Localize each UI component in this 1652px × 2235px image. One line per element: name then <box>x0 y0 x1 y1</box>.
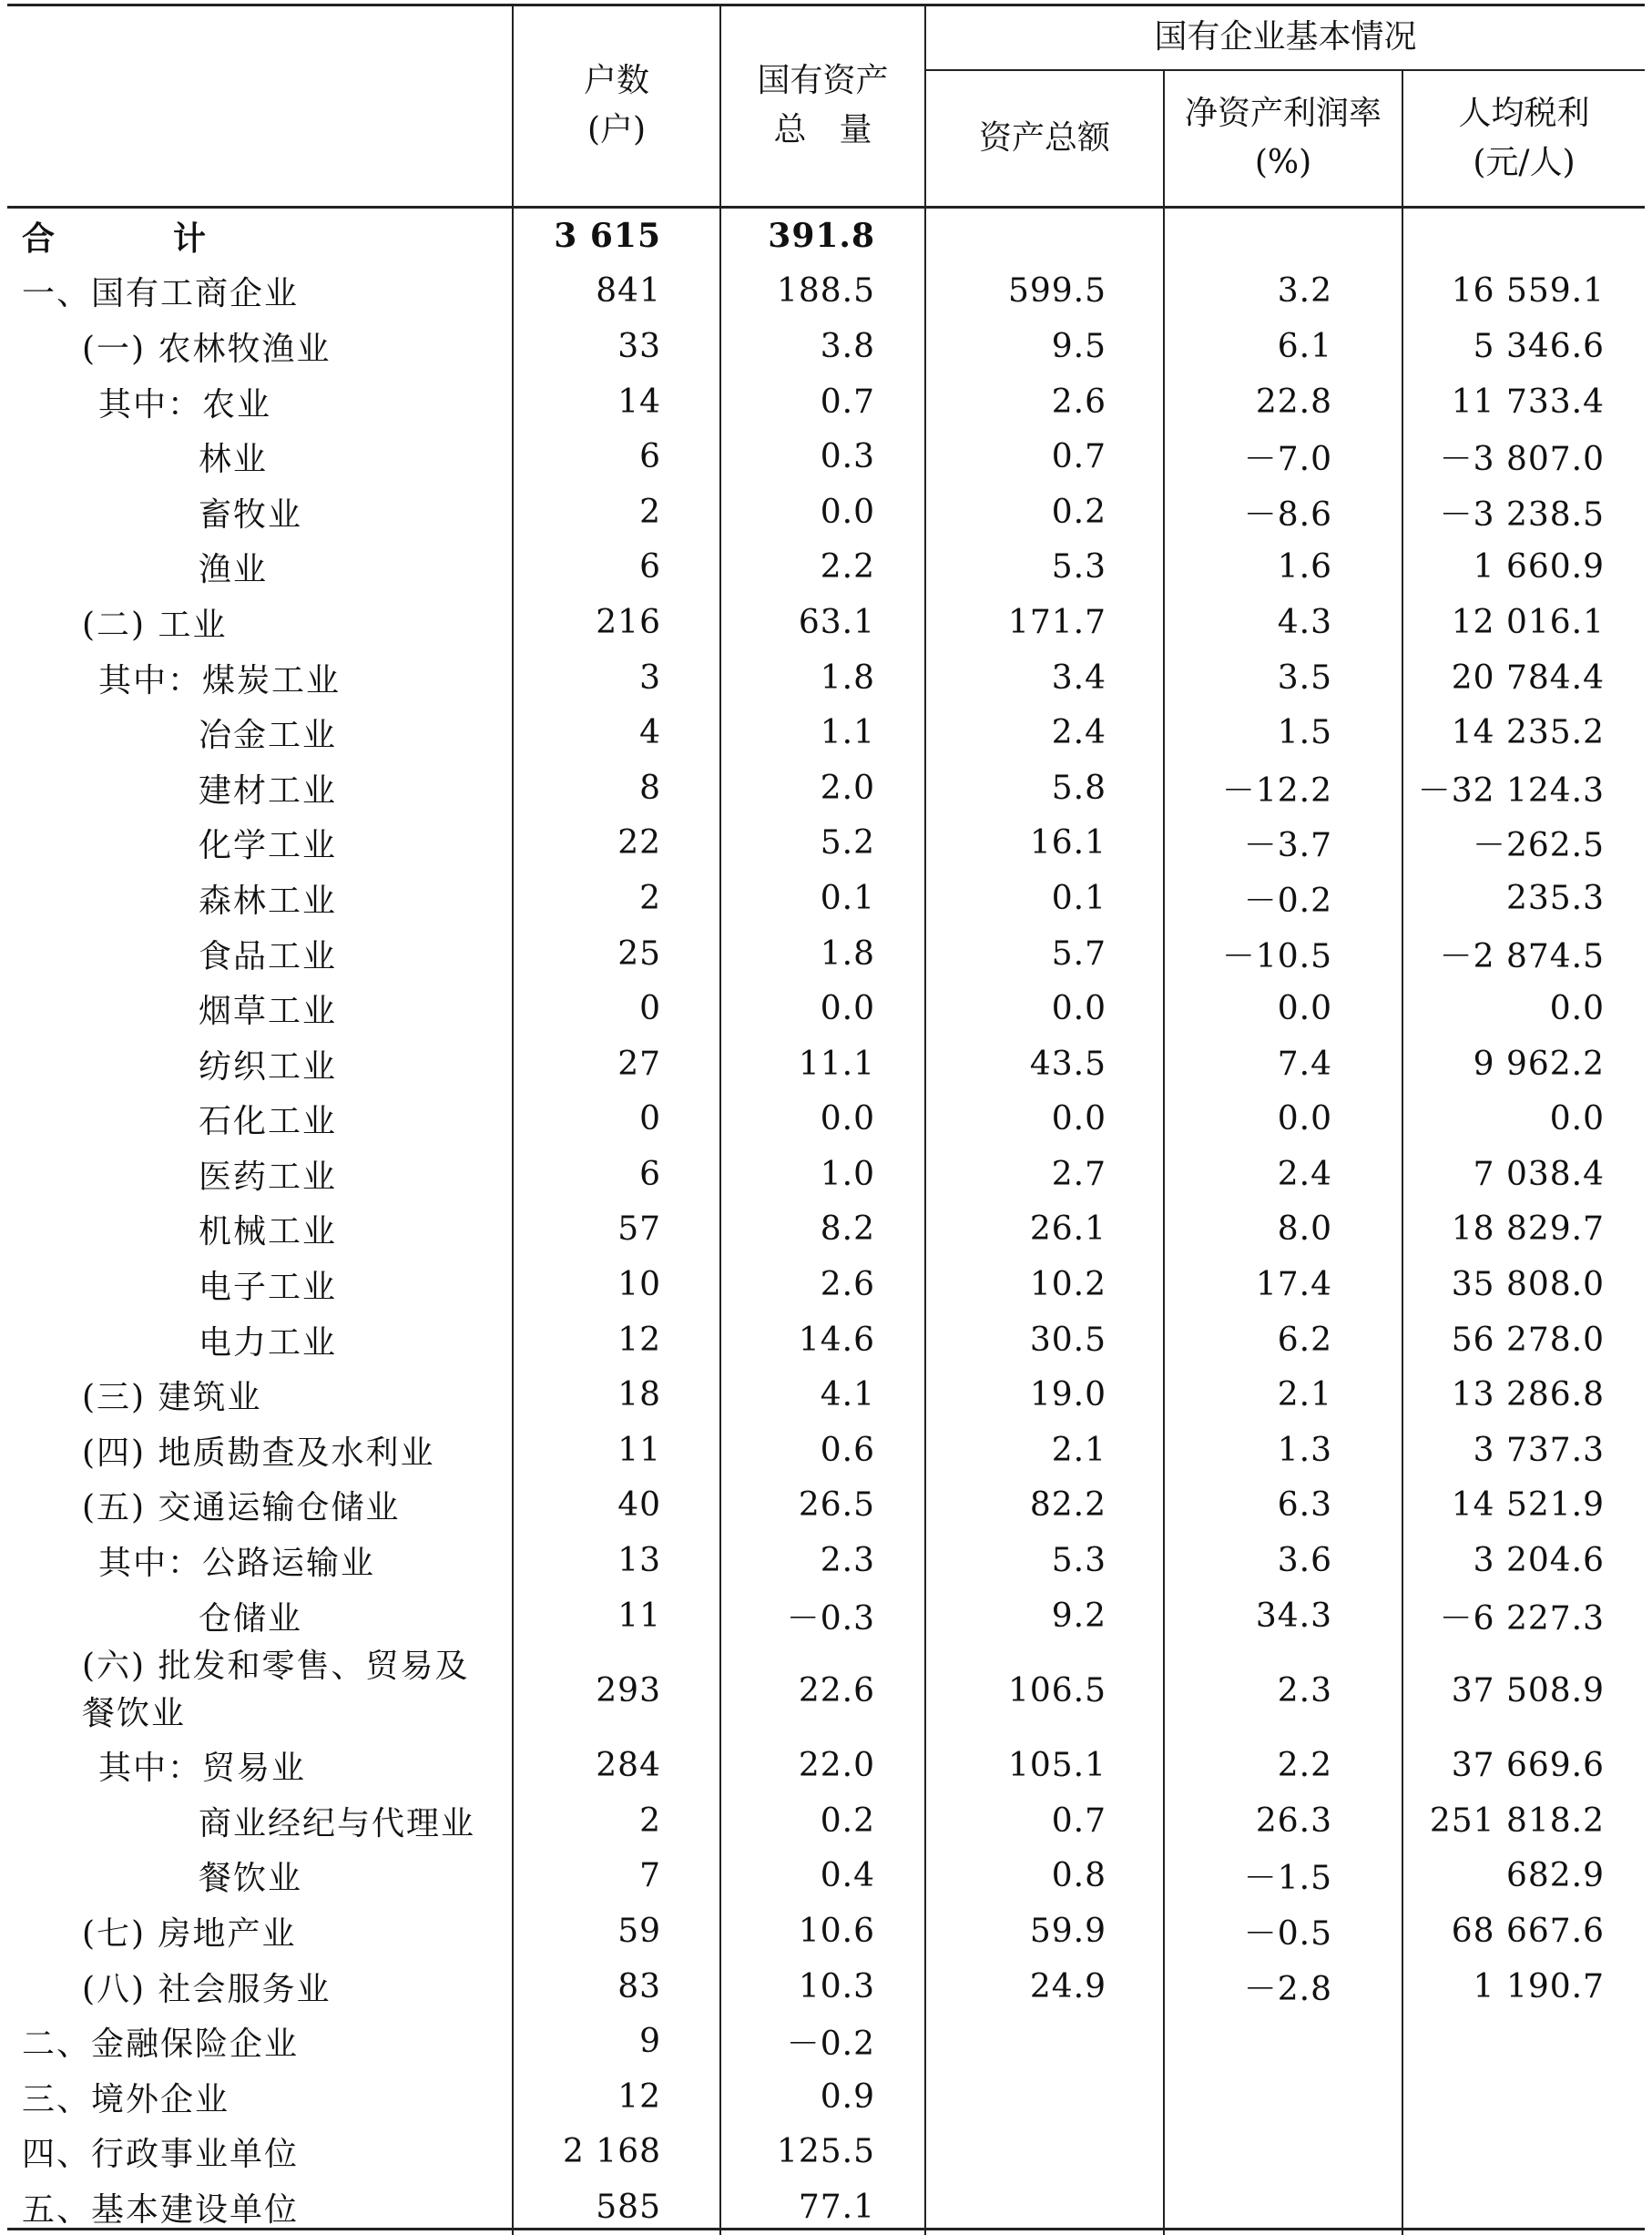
table-row <box>7 1202 1645 1258</box>
roe-cell <box>1164 2069 1402 2125</box>
tax-per-capita-cell <box>1402 2069 1645 2125</box>
households-cell: 25 <box>513 926 720 982</box>
total-assets-header: 资产总额 <box>925 70 1164 208</box>
table-row <box>7 1849 1645 1904</box>
total-assets-cell: 0.1 <box>925 871 1164 926</box>
total-assets-cell: 3.4 <box>925 650 1164 706</box>
row-label: 医药工业 <box>7 1147 513 1202</box>
total-assets-cell: 24.9 <box>925 1959 1164 2015</box>
state-assets-cell: 1.1 <box>720 705 925 760</box>
table-row <box>7 2125 1645 2180</box>
total-assets-cell: 0.0 <box>925 1092 1164 1148</box>
total-assets-cell: 5.3 <box>925 540 1164 596</box>
total-assets-cell: 9.5 <box>925 319 1164 374</box>
table-row <box>7 429 1645 485</box>
households-cell: 6 <box>513 1147 720 1202</box>
tax-per-capita-cell: 35 808.0 <box>1402 1257 1645 1312</box>
tax-per-capita-cell: 37 508.9 <box>1402 1643 1645 1738</box>
table-row <box>7 540 1645 596</box>
households-cell: 0 <box>513 1092 720 1148</box>
households-cell: 33 <box>513 319 720 374</box>
total-assets-cell: 59.9 <box>925 1903 1164 1959</box>
state-assets-cell: 0.9 <box>720 2069 925 2125</box>
roe-cell: －12.2 <box>1164 760 1402 816</box>
total-assets-cell: 5.3 <box>925 1533 1164 1588</box>
state-assets-cell: 22.0 <box>720 1738 925 1793</box>
total-assets-cell: 10.2 <box>925 1257 1164 1312</box>
table-row <box>7 1147 1645 1202</box>
state-assets-cell: 0.6 <box>720 1423 925 1478</box>
total-assets-cell: 16.1 <box>925 816 1164 872</box>
table-row <box>7 1959 1645 2015</box>
table-row <box>7 1738 1645 1793</box>
row-label: 四、行政事业单位 <box>7 2125 513 2180</box>
state-assets-cell: 5.2 <box>720 816 925 872</box>
households-cell: 12 <box>513 1312 720 1368</box>
households-cell: 40 <box>513 1478 720 1534</box>
households-cell: 3 <box>513 650 720 706</box>
total-assets-cell: 0.7 <box>925 1793 1164 1849</box>
tax-per-capita-cell: 37 669.6 <box>1402 1738 1645 1793</box>
state-assets-cell: 2.2 <box>720 540 925 596</box>
roe-cell: 34.3 <box>1164 1588 1402 1644</box>
households-cell: 83 <box>513 1959 720 2015</box>
tax-per-capita-cell: 7 038.4 <box>1402 1147 1645 1202</box>
tax-per-capita-cell: 3 204.6 <box>1402 1533 1645 1588</box>
tax-per-capita-cell: 56 278.0 <box>1402 1312 1645 1368</box>
roe-cell: 8.0 <box>1164 1202 1402 1258</box>
row-label: 烟草工业 <box>7 981 513 1036</box>
row-label: (四) 地质勘查及水利业 <box>7 1423 513 1478</box>
state-assets-cell: 0.4 <box>720 1849 925 1904</box>
row-label: 渔业 <box>7 540 513 596</box>
total-assets-cell <box>925 2125 1164 2180</box>
tax-per-capita-cell: －32 124.3 <box>1402 760 1645 816</box>
soe-basic-info-header: 国有企业基本情况 <box>925 5 1645 70</box>
table-row <box>7 650 1645 706</box>
row-label: 食品工业 <box>7 926 513 982</box>
roe-cell: 7.4 <box>1164 1036 1402 1092</box>
households-cell: 4 <box>513 705 720 760</box>
row-label: (七) 房地产业 <box>7 1903 513 1959</box>
table-row <box>7 2014 1645 2069</box>
households-cell: 2 <box>513 1793 720 1849</box>
households-cell: 2 168 <box>513 2125 720 2180</box>
row-label-header <box>7 5 513 208</box>
table-row <box>7 319 1645 374</box>
total-assets-cell: 26.1 <box>925 1202 1164 1258</box>
row-label: 森林工业 <box>7 871 513 926</box>
total-assets-cell: 19.0 <box>925 1367 1164 1423</box>
table-body <box>7 208 1645 2235</box>
state-assets-cell: －0.2 <box>720 2014 925 2069</box>
state-assets-cell: 0.3 <box>720 429 925 485</box>
roe-cell: 0.0 <box>1164 1092 1402 1148</box>
roe-cell: 3.6 <box>1164 1533 1402 1588</box>
tax-per-capita-cell: －6 227.3 <box>1402 1588 1645 1644</box>
row-label: 石化工业 <box>7 1092 513 1148</box>
state-assets-cell: －0.3 <box>720 1588 925 1644</box>
total-assets-cell <box>925 2014 1164 2069</box>
table-row <box>7 1367 1645 1423</box>
total-assets-cell: 9.2 <box>925 1588 1164 1644</box>
tax-per-capita-cell: 251 818.2 <box>1402 1793 1645 1849</box>
households-cell: 10 <box>513 1257 720 1312</box>
row-label: 畜牧业 <box>7 485 513 540</box>
table-row <box>7 871 1645 926</box>
roe-cell: 22.8 <box>1164 374 1402 430</box>
tax-per-capita-cell <box>1402 2179 1645 2235</box>
tax-per-capita-cell: 5 346.6 <box>1402 319 1645 374</box>
tax-per-capita-cell: 14 235.2 <box>1402 705 1645 760</box>
total-assets-cell: 82.2 <box>925 1478 1164 1534</box>
tax-per-capita-header: 人均税利 (元/人) <box>1402 70 1645 208</box>
state-assets-cell: 0.7 <box>720 374 925 430</box>
roe-cell: －2.8 <box>1164 1959 1402 2015</box>
table-row <box>7 1643 1645 1738</box>
households-cell: 841 <box>513 264 720 320</box>
state-assets-cell: 0.2 <box>720 1793 925 1849</box>
row-label: 仓储业 <box>7 1588 513 1644</box>
total-assets-cell: 5.7 <box>925 926 1164 982</box>
state-assets-cell: 0.1 <box>720 871 925 926</box>
state-assets-cell: 26.5 <box>720 1478 925 1534</box>
total-assets-cell: 171.7 <box>925 595 1164 650</box>
tax-per-capita-cell: 0.0 <box>1402 1092 1645 1148</box>
roe-cell <box>1164 2125 1402 2180</box>
table-row <box>7 705 1645 760</box>
total-assets-cell: 30.5 <box>925 1312 1164 1368</box>
tax-per-capita-cell: 20 784.4 <box>1402 650 1645 706</box>
households-header: 户数 (户) <box>513 5 720 208</box>
roe-cell: 2.2 <box>1164 1738 1402 1793</box>
households-cell: 6 <box>513 540 720 596</box>
state-assets-cell: 2.3 <box>720 1533 925 1588</box>
tax-per-capita-cell: 235.3 <box>1402 871 1645 926</box>
households-cell: 0 <box>513 981 720 1036</box>
row-label: (二) 工业 <box>7 595 513 650</box>
table-row <box>7 264 1645 320</box>
row-label: 一、国有工商企业 <box>7 264 513 320</box>
households-cell: 284 <box>513 1738 720 1793</box>
row-label: 机械工业 <box>7 1202 513 1258</box>
households-cell: 13 <box>513 1533 720 1588</box>
row-label: 其中：煤炭工业 <box>7 650 513 706</box>
tax-per-capita-cell: 12 016.1 <box>1402 595 1645 650</box>
total-assets-cell: 105.1 <box>925 1738 1164 1793</box>
roe-cell: 6.3 <box>1164 1478 1402 1534</box>
roe-cell: 3.2 <box>1164 264 1402 320</box>
roe-cell: －7.0 <box>1164 429 1402 485</box>
roe-cell: 17.4 <box>1164 1257 1402 1312</box>
tax-per-capita-cell: 68 667.6 <box>1402 1903 1645 1959</box>
state-assets-cell: 3.8 <box>720 319 925 374</box>
total-assets-cell <box>925 2069 1164 2125</box>
row-label: 冶金工业 <box>7 705 513 760</box>
total-assets-cell: 106.5 <box>925 1643 1164 1738</box>
row-label: 电力工业 <box>7 1312 513 1368</box>
state-assets-cell: 2.6 <box>720 1257 925 1312</box>
table-row <box>7 981 1645 1036</box>
tax-per-capita-cell: 18 829.7 <box>1402 1202 1645 1258</box>
roe-cell: －0.2 <box>1164 871 1402 926</box>
tax-per-capita-cell <box>1402 208 1645 264</box>
households-cell: 11 <box>513 1588 720 1644</box>
roe-header: 净资产利润率 (%) <box>1164 70 1402 208</box>
state-assets-table <box>7 5 1645 2235</box>
roe-cell: 2.4 <box>1164 1147 1402 1202</box>
tax-per-capita-cell: 3 737.3 <box>1402 1423 1645 1478</box>
total-assets-cell: 599.5 <box>925 264 1164 320</box>
state-assets-cell: 11.1 <box>720 1036 925 1092</box>
table-row <box>7 374 1645 430</box>
tax-per-capita-cell: 13 286.8 <box>1402 1367 1645 1423</box>
table-row <box>7 1036 1645 1092</box>
state-assets-header: 国有资产 总 量 <box>720 5 925 208</box>
table-row <box>7 208 1645 264</box>
households-cell: 7 <box>513 1849 720 1904</box>
total-assets-cell: 0.0 <box>925 981 1164 1036</box>
state-assets-cell: 391.8 <box>720 208 925 264</box>
roe-cell: 1.6 <box>1164 540 1402 596</box>
roe-cell: 3.5 <box>1164 650 1402 706</box>
row-label: 林业 <box>7 429 513 485</box>
state-assets-cell: 1.8 <box>720 650 925 706</box>
total-assets-cell: 2.7 <box>925 1147 1164 1202</box>
table-row <box>7 1423 1645 1478</box>
tax-per-capita-cell <box>1402 2125 1645 2180</box>
tax-per-capita-cell: 1 660.9 <box>1402 540 1645 596</box>
tax-per-capita-cell: 9 962.2 <box>1402 1036 1645 1092</box>
roe-cell: －0.5 <box>1164 1903 1402 1959</box>
table-row <box>7 485 1645 540</box>
total-assets-cell: 43.5 <box>925 1036 1164 1092</box>
table-row <box>7 1257 1645 1312</box>
table-row <box>7 760 1645 816</box>
tax-per-capita-cell: 16 559.1 <box>1402 264 1645 320</box>
households-cell: 8 <box>513 760 720 816</box>
tax-per-capita-cell: －262.5 <box>1402 816 1645 872</box>
table-row <box>7 1903 1645 1959</box>
row-label: 二、金融保险企业 <box>7 2014 513 2069</box>
households-cell: 2 <box>513 485 720 540</box>
total-assets-cell: 2.6 <box>925 374 1164 430</box>
tax-per-capita-cell: －3 807.0 <box>1402 429 1645 485</box>
row-label: 五、基本建设单位 <box>7 2179 513 2235</box>
row-label: 商业经纪与代理业 <box>7 1793 513 1849</box>
households-cell: 11 <box>513 1423 720 1478</box>
table-row <box>7 1533 1645 1588</box>
tax-per-capita-cell: 11 733.4 <box>1402 374 1645 430</box>
households-cell: 59 <box>513 1903 720 1959</box>
row-label: (一) 农林牧渔业 <box>7 319 513 374</box>
roe-cell: －10.5 <box>1164 926 1402 982</box>
roe-cell <box>1164 2014 1402 2069</box>
state-assets-cell: 0.0 <box>720 485 925 540</box>
roe-cell: 0.0 <box>1164 981 1402 1036</box>
row-label: 纺织工业 <box>7 1036 513 1092</box>
state-assets-cell: 10.6 <box>720 1903 925 1959</box>
total-assets-cell: 0.8 <box>925 1849 1164 1904</box>
roe-cell <box>1164 208 1402 264</box>
households-cell: 216 <box>513 595 720 650</box>
row-label: 其中：贸易业 <box>7 1738 513 1793</box>
table-row <box>7 816 1645 872</box>
state-assets-cell: 8.2 <box>720 1202 925 1258</box>
total-assets-cell: 0.7 <box>925 429 1164 485</box>
state-assets-cell: 0.0 <box>720 981 925 1036</box>
tax-per-capita-cell: －2 874.5 <box>1402 926 1645 982</box>
state-assets-cell: 1.0 <box>720 1147 925 1202</box>
roe-cell <box>1164 2179 1402 2235</box>
households-cell: 3 615 <box>513 208 720 264</box>
households-cell: 18 <box>513 1367 720 1423</box>
total-assets-cell <box>925 2179 1164 2235</box>
households-cell: 9 <box>513 2014 720 2069</box>
total-assets-cell: 0.2 <box>925 485 1164 540</box>
roe-cell: 1.5 <box>1164 705 1402 760</box>
roe-cell: 2.3 <box>1164 1643 1402 1738</box>
households-cell: 12 <box>513 2069 720 2125</box>
tax-per-capita-cell: 682.9 <box>1402 1849 1645 1904</box>
row-label: (六) 批发和零售、贸易及餐饮业 <box>7 1643 513 1738</box>
roe-cell: 1.3 <box>1164 1423 1402 1478</box>
roe-cell: －3.7 <box>1164 816 1402 872</box>
households-cell: 27 <box>513 1036 720 1092</box>
state-assets-cell: 77.1 <box>720 2179 925 2235</box>
table-row <box>7 595 1645 650</box>
total-assets-cell <box>925 208 1164 264</box>
row-label: (三) 建筑业 <box>7 1367 513 1423</box>
row-label: 电子工业 <box>7 1257 513 1312</box>
state-assets-cell: 14.6 <box>720 1312 925 1368</box>
state-assets-cell: 22.6 <box>720 1643 925 1738</box>
state-assets-cell: 1.8 <box>720 926 925 982</box>
table-row <box>7 1312 1645 1368</box>
households-cell: 293 <box>513 1643 720 1738</box>
row-label: 其中：农业 <box>7 374 513 430</box>
roe-cell: 26.3 <box>1164 1793 1402 1849</box>
state-assets-cell: 10.3 <box>720 1959 925 2015</box>
households-cell: 6 <box>513 429 720 485</box>
table-bottom-rule <box>7 2228 1645 2230</box>
table-row <box>7 1092 1645 1148</box>
row-label: (五) 交通运输仓储业 <box>7 1478 513 1534</box>
roe-cell: 2.1 <box>1164 1367 1402 1423</box>
state-assets-cell: 63.1 <box>720 595 925 650</box>
roe-cell: 4.3 <box>1164 595 1402 650</box>
row-label: 三、境外企业 <box>7 2069 513 2125</box>
roe-cell: 6.2 <box>1164 1312 1402 1368</box>
state-assets-cell: 125.5 <box>720 2125 925 2180</box>
total-assets-cell: 2.1 <box>925 1423 1164 1478</box>
table-row <box>7 1793 1645 1849</box>
state-assets-cell: 2.0 <box>720 760 925 816</box>
state-assets-cell: 188.5 <box>720 264 925 320</box>
roe-cell: －1.5 <box>1164 1849 1402 1904</box>
row-label: 其中：公路运输业 <box>7 1533 513 1588</box>
table-row <box>7 2179 1645 2235</box>
tax-per-capita-cell: 0.0 <box>1402 981 1645 1036</box>
roe-cell: 6.1 <box>1164 319 1402 374</box>
households-cell: 57 <box>513 1202 720 1258</box>
table-row <box>7 926 1645 982</box>
row-label: 化学工业 <box>7 816 513 872</box>
table-row <box>7 1478 1645 1534</box>
households-cell: 585 <box>513 2179 720 2235</box>
tax-per-capita-cell <box>1402 2014 1645 2069</box>
state-assets-cell: 4.1 <box>720 1367 925 1423</box>
row-label: 餐饮业 <box>7 1849 513 1904</box>
row-label: 建材工业 <box>7 760 513 816</box>
total-assets-cell: 5.8 <box>925 760 1164 816</box>
table-row <box>7 1588 1645 1644</box>
roe-cell: －8.6 <box>1164 485 1402 540</box>
tax-per-capita-cell: 1 190.7 <box>1402 1959 1645 2015</box>
state-assets-cell: 0.0 <box>720 1092 925 1148</box>
table-row <box>7 2069 1645 2125</box>
tax-per-capita-cell: 14 521.9 <box>1402 1478 1645 1534</box>
row-label: 合 计 <box>7 208 513 264</box>
row-label: (八) 社会服务业 <box>7 1959 513 2015</box>
households-cell: 14 <box>513 374 720 430</box>
households-cell: 2 <box>513 871 720 926</box>
total-assets-cell: 2.4 <box>925 705 1164 760</box>
tax-per-capita-cell: －3 238.5 <box>1402 485 1645 540</box>
households-cell: 22 <box>513 816 720 872</box>
